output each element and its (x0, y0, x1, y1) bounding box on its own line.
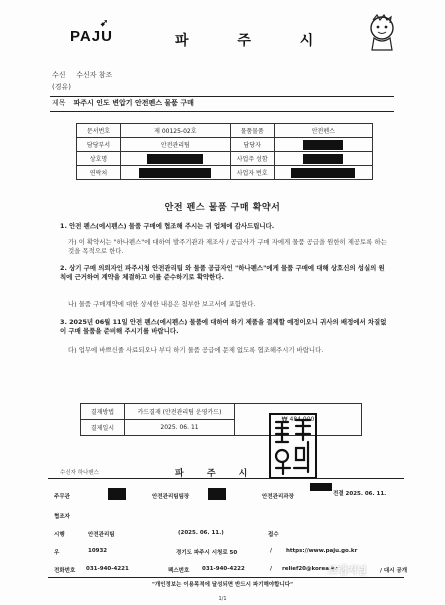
paragraph-1a: 가) 이 확약서는 "하나펜스"에 대하여 발주기관과 제조사 / 공급사가 구매 자에게 물품 공급을 원한히 제공토록 하는것을 목적으로 한다. (68, 238, 387, 255)
redaction-block (303, 140, 343, 150)
redaction-block (108, 488, 126, 500)
official-seal (268, 412, 318, 480)
paragraph-2a: 나) 물품 구매계약에 대한 상세한 내용은 첨부한 보고서에 포함한다. (68, 300, 256, 308)
redaction-block (147, 154, 203, 164)
subject-value: 파주시 인도 변압기 안전펜스 물품 구매 (73, 99, 194, 107)
bird-icon: ➹ (100, 18, 110, 29)
watermark: 크랩저널 (328, 566, 367, 577)
footer-rule-top (48, 478, 404, 479)
redaction-block (208, 488, 226, 500)
paragraph-3a: 다) 업무에 바쁘신줄 사료되오나 부디 하기 물품 공급에 문제 없도록 협조해주시기 바랍니다. (68, 346, 324, 354)
footer-rule-bottom (48, 577, 404, 578)
website-link[interactable]: https://www.paju.go.kr (286, 548, 358, 554)
redacted-cell (274, 138, 372, 152)
logo-text: PAJU (70, 28, 113, 45)
signature-city: 파 주 시 (175, 469, 258, 479)
page-number: 1/1 (218, 596, 227, 602)
paju-logo (70, 18, 113, 45)
official-document: PAJU ➹ 파 주 시 수신 수신자 참조 (경유) 제목 파주시 인도 변압기 안전펜스 물품 구매 문서번호 제 00125-02호 물품물품 안전펜스 담당부서 안전관리팀 담당자 상호명 사업주 성함 연락처 사업자 번호 안전 펜스 물품 구매 확약서 1. 안전 펜스(에시펜스) 물품 구매에 협조해 주시는 귀 업체에 감사드립니다. 가) 이 확약서는 "하나펜스"에 대하여 발주기관과 제조사 / 공급사가 구매 자에게 물품 공급을 원한히 제공토록 하는것을 목적으로 한다. 2. 상기 구매 의뢰자인 파주시청 안전관리팀 와 물품 공급자인 "하나펜스"에게 물품 구매에 대해 상호신의 성실의 원칙에 근거하여 계약을 체결하고 이를 준수하기로 확약한다. 나) 물품 구매계약에 대한 상세한 내용은 첨부한 보고서에 포함한다. 3. 2025년 06월 11일 안전 펜스(에시펜스) 물품에 대하여 하기 제품을 결제할 예정이오니 귀사의 배정에서 차질없이 구매 물품을 준비해 주시기를 바랍니다. 다) 업무에 바쁘신줄 사료되오나 부디 하기 물품 공급에 문제 없도록 협조해주시기 바랍니다. 결재방법 카드결재 (안전관리팀 운영카드) ₩ 484,000 결제일시 2025. 06. 11 파 주 시 수신자 하나펜스 주무관 안전관리팀팀장 안전관리과장 전결 2025. 06. 11. 협조자 시행 안전관리팀 (2025. 06. 11.) 접수 우 10932 경기도 파주시 시청로 50 / https://www.paju.go.kr 전화번호 031-940-4221 팩스번호 031-940-4222 / relief20@korea.kr / 대시 공개 크랩저널 "개인정보는 이용목적에 달성되면 반드시 파기해야합니다" 1/1 (0, 0, 445, 605)
confirmation-title: 안전 펜스 물품 구매 확약서 (164, 203, 281, 213)
via-row: (경유) (52, 83, 71, 91)
redacted-cell (121, 166, 231, 180)
recipient-value: 수신자 참조 (76, 71, 113, 79)
recipient-footer: 수신자 하나펜스 (60, 470, 99, 476)
redaction-block (310, 483, 332, 491)
document-issuer-title: 파 주 시 (175, 33, 336, 49)
paragraph-3: 3. 2025년 06월 11일 안전 펜스(에시펜스) 물품에 대하여 하기 제품을 결제할 예정이오니 귀사의 배정에서 차질없이 구매 물품을 준비해 주시기를 바랍니다. (60, 318, 387, 335)
info-table: 문서번호 제 00125-02호 물품물품 안전펜스 담당부서 안전관리팀 담당자 상호명 사업주 성함 연락처 사업자 번호 (76, 123, 373, 180)
paragraph-1: 1. 안전 펜스(에시펜스) 물품 구매에 협조해 주시는 귀 업체에 감사드립니다. (60, 222, 275, 230)
redaction-block (291, 168, 355, 178)
privacy-note: "개인정보는 이용목적에 달성되면 반드시 파기해야합니다" (152, 582, 293, 588)
redaction-block (303, 154, 343, 164)
recipient-row: 수신 수신자 참조 (52, 71, 113, 79)
subject-line: 제목 파주시 인도 변압기 안전펜스 물품 구매 (50, 96, 394, 112)
redacted-cell (274, 152, 372, 166)
redacted-cell (274, 166, 372, 180)
payment-table: 결재방법 카드결재 (안전관리팀 운영카드) ₩ 484,000 결제일시 2025. 06. 11 (80, 403, 362, 436)
payment-amount: ₩ 484,000 (235, 404, 362, 436)
mascot-icon (365, 14, 399, 52)
email-link[interactable]: relief20@korea.kr (282, 566, 338, 572)
paragraph-2: 2. 상기 구매 의뢰자인 파주시청 안전관리팀 와 물품 공급자인 "하나펜스"에게 물품 구매에 대해 상호신의 성실의 원칙에 근거하여 계약을 체결하고 이를 준수하기로 확약한다. (60, 264, 385, 281)
redacted-cell (121, 152, 231, 166)
redaction-block (139, 168, 211, 178)
